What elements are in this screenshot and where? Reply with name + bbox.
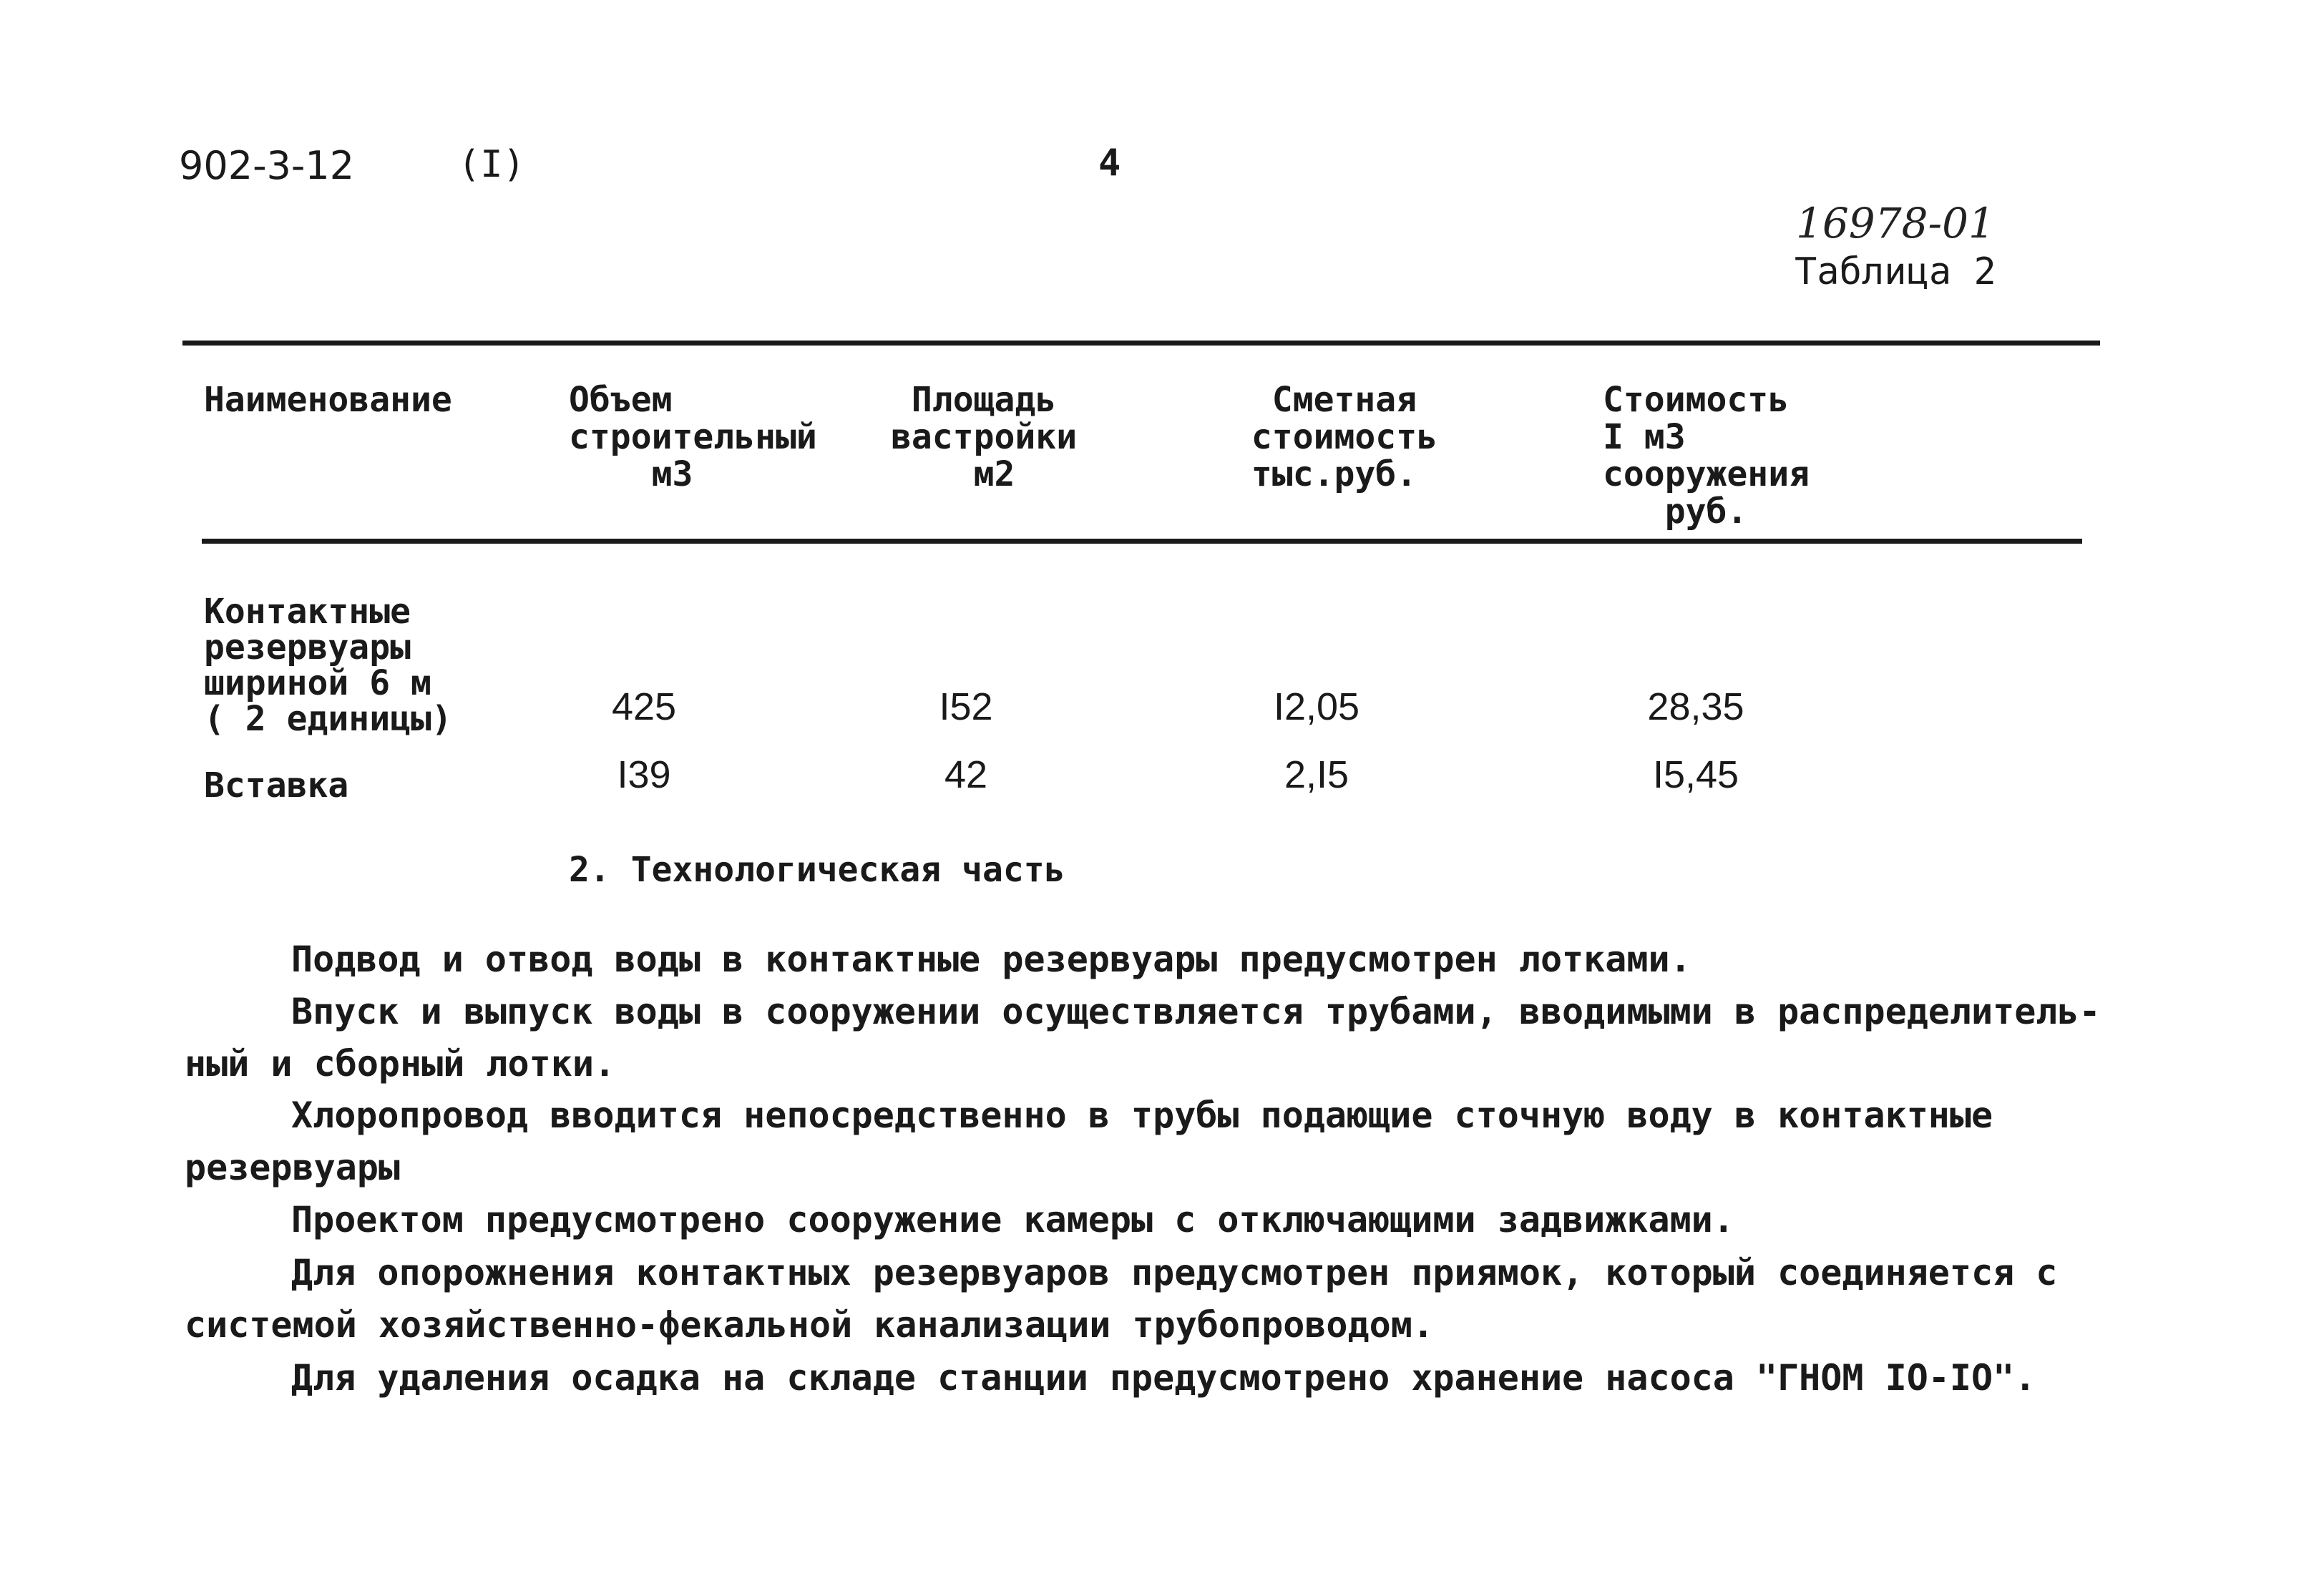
column-header-unit-cost: Стоимость I м3 сооружения руб. — [1603, 380, 1810, 532]
part-number: (I) — [458, 143, 525, 186]
table-cell-cost: I2,05 — [1273, 685, 1360, 728]
document-code: 902-3-12 — [179, 143, 355, 188]
table-label: Таблица 2 — [1795, 250, 1996, 293]
table-cell-volume: I39 — [617, 753, 671, 796]
paragraph-line: Хлоропровод вводится непосредственно в трубы подающие сточную воду в контактные — [291, 1095, 1993, 1136]
paragraph-line: Проектом предусмотрено сооружение камеры с отключающими задвижками. — [291, 1199, 1734, 1240]
table-cell-cost: 2,I5 — [1284, 753, 1349, 796]
table-header-rule — [202, 539, 2082, 544]
column-header-area: Площадь вастройки м2 — [891, 380, 1078, 494]
paragraph-line: резервуары — [185, 1147, 401, 1188]
page-number: 4 — [1098, 142, 1121, 185]
table-cell-unit-cost: 28,35 — [1647, 685, 1744, 728]
archive-stamp: 16978-01 — [1796, 199, 1995, 248]
paragraph-line: Подвод и отвод воды в контактные резервуары предусмотрен лотками. — [291, 939, 1691, 980]
table-cell-area: I52 — [939, 685, 993, 728]
table-cell-volume: 425 — [611, 685, 677, 728]
section-title: 2. Технологическая часть — [569, 850, 1065, 890]
paragraph-line: Для удаления осадка на складе станции предусмотрено хранение насоса "ГНОМ IO-IO". — [291, 1357, 2036, 1399]
column-header-volume: Объем строительный м3 — [569, 380, 817, 494]
paragraph-line: ный и сборный лотки. — [185, 1043, 616, 1085]
paragraph-line: системой хозяйственно-фекальной канализации трубопроводом. — [185, 1304, 1434, 1346]
paragraph-line: Для опорожнения контактных резервуаров предусмотрен приямок, который соединяется с — [291, 1252, 2058, 1293]
table-top-rule — [182, 341, 2100, 346]
column-header-cost: Сметная стоимость тыс.руб. — [1251, 380, 1437, 494]
paragraph-line: Впуск и выпуск воды в сооружении осуществляется трубами, вводимыми в распределитель- — [291, 991, 2101, 1032]
table-cell-unit-cost: I5,45 — [1652, 753, 1739, 796]
table-row-name: Контактные резервуары шириной 6 м ( 2 единицы) — [204, 592, 452, 739]
table-cell-area: 42 — [944, 753, 988, 796]
column-header-name: Наименование — [204, 380, 452, 420]
table-row-name: Вставка — [204, 765, 349, 806]
